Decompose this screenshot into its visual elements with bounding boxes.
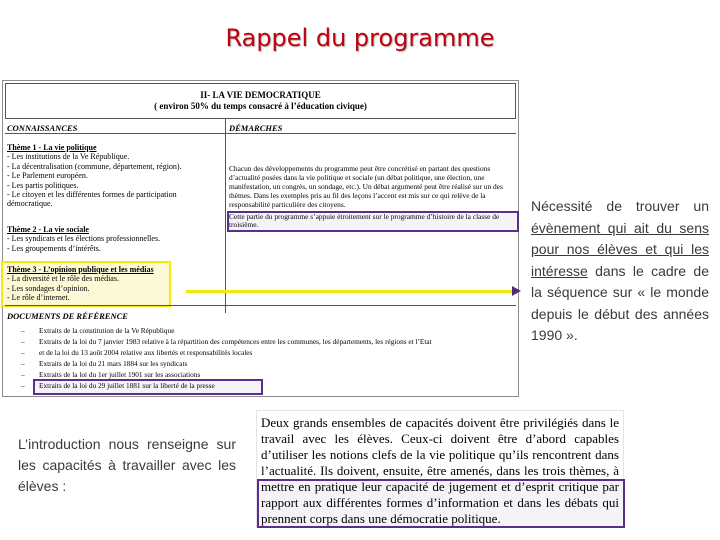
right-commentary-underlined: évènement qui ait du sens pour nos élèves et qui les intéresse bbox=[531, 219, 709, 279]
theme1-title: Thème 1 - La vie politique bbox=[7, 143, 97, 152]
approach-text-block bbox=[229, 165, 517, 230]
program-document bbox=[2, 80, 519, 397]
program-header-title: II- LA VIE DEMOCRATIQUE bbox=[200, 90, 321, 100]
column-knowledge-header: CONNAISSANCES bbox=[7, 123, 78, 133]
theme3-block bbox=[7, 265, 223, 303]
theme1-item: - La décentralisation (commune, département, région). bbox=[7, 161, 182, 171]
ref-item: – Extraits de la constitution de la Ve République bbox=[17, 325, 515, 336]
theme3-title: Thème 3 - L’opinion publique et les médias bbox=[7, 265, 154, 274]
right-commentary-end: dans le cadre de la séquence sur « le monde depuis le début des années 1990 ». bbox=[531, 262, 709, 343]
skills-text: Deux grands ensembles de capacités doivent être privilégiés dans le travail avec les élèves. Ceux-ci doivent être d’abord capables d’utiliser les notions clefs de la vie politique qu’ils rencontrent dans l’actualité. Ils doivent, ensuite, être amenés, dans les trois thèmes, à mettre en pratique leur capacité de jugement et d’esprit critique par rapport aux différentes formes d’information et dans les débats qui prennent corps dans une démocratie politique. bbox=[261, 415, 619, 526]
ref-item: – Extraits de la loi du 29 juillet 1881 sur la liberté de la presse bbox=[17, 380, 515, 391]
refs-divider bbox=[5, 305, 516, 306]
column-approach-header: DÉMARCHES bbox=[229, 123, 283, 133]
theme2-title: Thème 2 - La vie sociale bbox=[7, 225, 89, 234]
theme3-item: - La diversité et le rôle des médias. bbox=[7, 274, 119, 284]
theme1-item: - Le citoyen et les différentes formes de participation démocratique. bbox=[7, 190, 177, 209]
column-divider bbox=[225, 119, 226, 313]
theme1-item: - Les institutions de la Ve République. bbox=[7, 152, 130, 162]
header-divider bbox=[5, 133, 516, 134]
theme2-item: - Les groupements d’intérêts. bbox=[7, 243, 101, 253]
theme1-item: - Le Parlement européen. bbox=[7, 171, 88, 181]
ref-item: – Extraits de la loi du 1er juillet 1901 sur les associations bbox=[17, 369, 515, 380]
approach-highlight-wrap bbox=[229, 213, 517, 231]
refs-title: DOCUMENTS DE RÉFÉRENCE bbox=[7, 311, 128, 321]
theme2-block bbox=[7, 225, 223, 253]
left-commentary: L’introduction nous renseigne sur les capacités à travailler avec les élèves : bbox=[18, 436, 236, 494]
connector-arrow-head-icon bbox=[512, 286, 521, 296]
theme3-item: - Le rôle d’internet. bbox=[7, 293, 70, 303]
ref-item: – Extraits de la loi du 7 janvier 1983 relative à la répartition des compétences entre les communes, les départements, les régions et l’Etat bbox=[17, 336, 515, 347]
right-commentary-intro: Nécessité de trouver un bbox=[531, 198, 709, 214]
skills-excerpt bbox=[256, 410, 624, 528]
connector-arrow-line bbox=[186, 290, 514, 293]
theme1-item: - Les partis politiques. bbox=[7, 180, 79, 190]
slide-title: Rappel du programme bbox=[225, 24, 495, 52]
approach-text: Chacun des développements du programme peut être concrétisé en partant des questions d’actualité posées dans la vie politique et sociale (un débat politique, une élection, une manifestation, un congrès, un sondage, etc.). Un débat argumenté peut être réalisé sur un des thèmes. Dans les exemples pris au fil des leçons l’accent est mis sur ce qui relève de la responsabilité particulière des citoyens. bbox=[229, 164, 503, 209]
refs-purple-highlight bbox=[33, 379, 263, 395]
ref-item: – Extraits de la loi du 21 mars 1884 sur les syndicats bbox=[17, 358, 515, 369]
approach-highlight-text: Cette partie du programme s’appuie étroitement sur le programme d’histoire de la classe de troisième. bbox=[229, 211, 500, 230]
theme3-item: - Les sondages d’opinion. bbox=[7, 283, 90, 293]
right-commentary bbox=[531, 196, 709, 347]
ref-item: – et de la loi du 13 août 2004 relative aux libertés et responsabilités locales bbox=[17, 347, 515, 358]
approach-purple-highlight bbox=[227, 211, 519, 233]
theme1-block bbox=[7, 143, 223, 209]
program-header bbox=[5, 83, 516, 119]
program-header-subtitle: ( environ 50% du temps consacré à l’éducation civique) bbox=[154, 101, 367, 111]
theme2-item: - Les syndicats et les élections professionnelles. bbox=[7, 234, 161, 244]
